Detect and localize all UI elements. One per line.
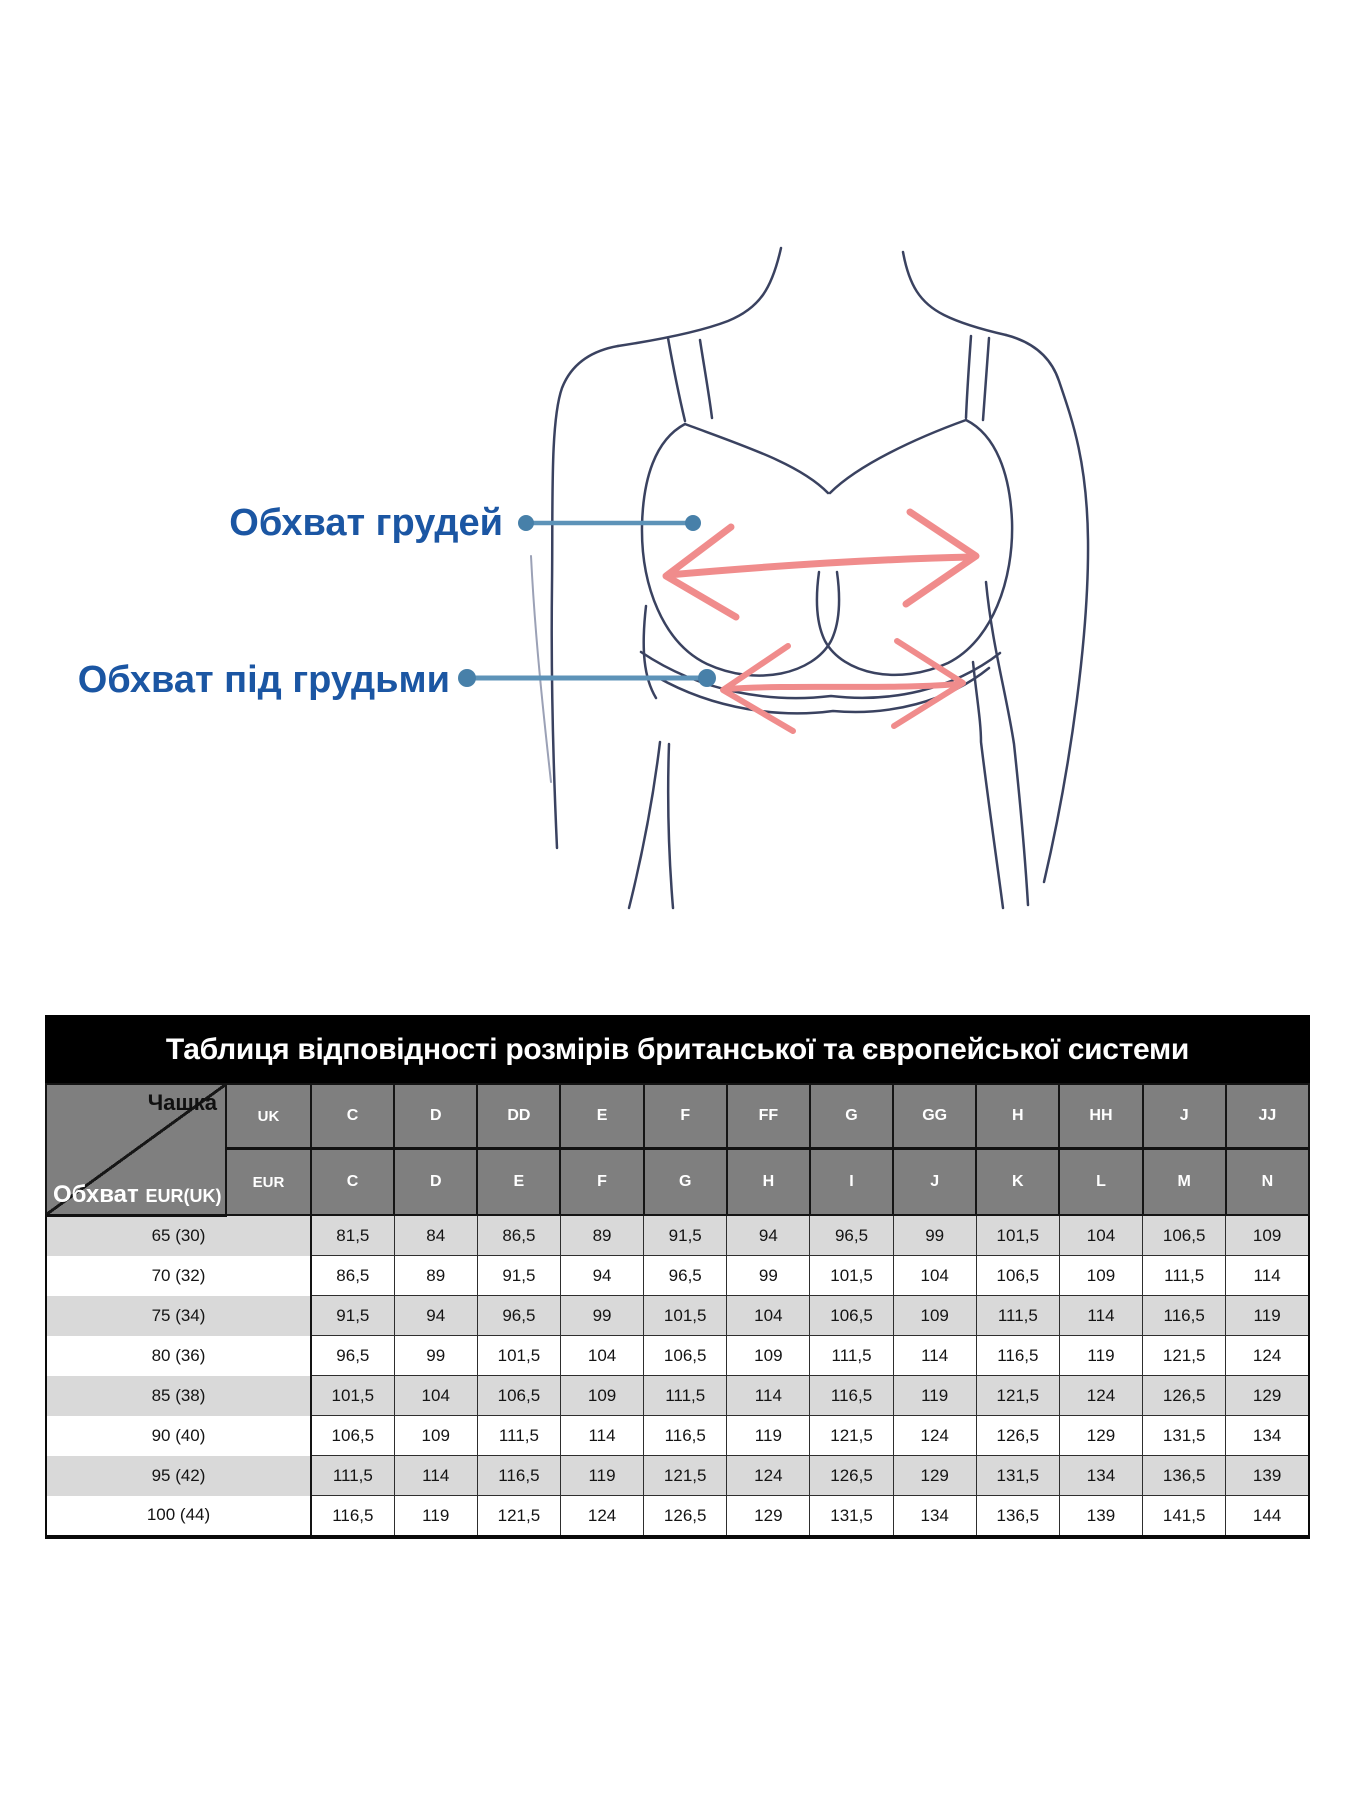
cup-uk-H: H xyxy=(976,1084,1059,1149)
size-cell: 131,5 xyxy=(976,1456,1059,1496)
size-cell: 136,5 xyxy=(976,1496,1059,1538)
size-conversion-table xyxy=(45,1015,1310,1539)
cup-uk-J: J xyxy=(1143,1084,1226,1149)
size-cell: 101,5 xyxy=(311,1376,394,1416)
size-cell: 104 xyxy=(394,1376,477,1416)
cup-uk-D: D xyxy=(394,1084,477,1149)
cup-uk-F: F xyxy=(644,1084,727,1149)
size-cell: 124 xyxy=(893,1416,976,1456)
size-cell: 101,5 xyxy=(810,1256,893,1296)
size-cell: 126,5 xyxy=(976,1416,1059,1456)
uk-system-label: UK xyxy=(226,1084,311,1149)
size-cell: 114 xyxy=(727,1376,810,1416)
table-row xyxy=(46,1416,1309,1456)
size-cell: 106,5 xyxy=(1143,1215,1226,1256)
corner-girth-label: Обхват EUR(UK) xyxy=(53,1180,222,1208)
size-cell: 109 xyxy=(893,1296,976,1336)
size-cell: 126,5 xyxy=(810,1456,893,1496)
cup-eur-E: E xyxy=(477,1149,560,1216)
size-cell: 139 xyxy=(1226,1456,1309,1496)
table-row xyxy=(46,1256,1309,1296)
size-cell: 109 xyxy=(560,1376,643,1416)
cup-eur-D: D xyxy=(394,1149,477,1216)
size-cell: 91,5 xyxy=(644,1215,727,1256)
size-cell: 144 xyxy=(1226,1496,1309,1538)
size-cell: 134 xyxy=(1226,1416,1309,1456)
size-cell: 114 xyxy=(893,1336,976,1376)
size-cell: 124 xyxy=(727,1456,810,1496)
size-cell: 109 xyxy=(727,1336,810,1376)
underbust-measure-arrow xyxy=(723,641,963,731)
cup-uk-C: C xyxy=(311,1084,394,1149)
size-cell: 124 xyxy=(1059,1376,1142,1416)
table-row xyxy=(46,1336,1309,1376)
size-cell: 94 xyxy=(394,1296,477,1336)
table-row xyxy=(46,1215,1309,1256)
size-cell: 119 xyxy=(1226,1296,1309,1336)
table-row xyxy=(46,1376,1309,1416)
cup-eur-F: F xyxy=(560,1149,643,1216)
row-label: 70 (32) xyxy=(46,1256,311,1296)
size-cell: 139 xyxy=(1059,1496,1142,1538)
row-label: 75 (34) xyxy=(46,1296,311,1336)
size-cell: 119 xyxy=(893,1376,976,1416)
size-cell: 121,5 xyxy=(644,1456,727,1496)
cup-eur-M: M xyxy=(1143,1149,1226,1216)
size-cell: 114 xyxy=(394,1456,477,1496)
size-cell: 116,5 xyxy=(1143,1296,1226,1336)
eur-cup-header-row xyxy=(46,1149,1309,1216)
size-cell: 116,5 xyxy=(976,1336,1059,1376)
size-cell: 81,5 xyxy=(311,1215,394,1256)
cup-uk-FF: FF xyxy=(727,1084,810,1149)
size-cell: 104 xyxy=(1059,1215,1142,1256)
size-cell: 129 xyxy=(727,1496,810,1538)
size-cell: 99 xyxy=(893,1215,976,1256)
size-cell: 126,5 xyxy=(644,1496,727,1538)
table-row xyxy=(46,1296,1309,1336)
bust-measure-arrow xyxy=(666,512,976,617)
size-cell: 101,5 xyxy=(976,1215,1059,1256)
size-cell: 109 xyxy=(1059,1256,1142,1296)
cup-eur-L: L xyxy=(1059,1149,1142,1216)
size-cell: 131,5 xyxy=(810,1496,893,1538)
size-cell: 141,5 xyxy=(1143,1496,1226,1538)
size-cell: 119 xyxy=(1059,1336,1142,1376)
size-cell: 126,5 xyxy=(1143,1376,1226,1416)
size-cell: 129 xyxy=(1226,1376,1309,1416)
size-cell: 99 xyxy=(394,1336,477,1376)
size-cell: 116,5 xyxy=(477,1456,560,1496)
bust-callout-line xyxy=(518,515,701,531)
size-cell: 119 xyxy=(560,1456,643,1496)
size-cell: 114 xyxy=(1059,1296,1142,1336)
size-cell: 104 xyxy=(560,1336,643,1376)
size-cell: 121,5 xyxy=(976,1376,1059,1416)
size-cell: 89 xyxy=(394,1256,477,1296)
cup-eur-H: H xyxy=(727,1149,810,1216)
row-label: 90 (40) xyxy=(46,1416,311,1456)
size-cell: 121,5 xyxy=(810,1416,893,1456)
size-cell: 116,5 xyxy=(311,1496,394,1538)
corner-cup-label: Чашка xyxy=(147,1090,217,1115)
size-cell: 121,5 xyxy=(1143,1336,1226,1376)
size-cell: 84 xyxy=(394,1215,477,1256)
size-cell: 111,5 xyxy=(644,1376,727,1416)
table-row xyxy=(46,1456,1309,1496)
eur-system-label: EUR xyxy=(226,1149,311,1216)
size-cell: 104 xyxy=(893,1256,976,1296)
cup-uk-G: G xyxy=(810,1084,893,1149)
size-cell: 116,5 xyxy=(810,1376,893,1416)
corner-cell xyxy=(46,1084,226,1215)
size-cell: 94 xyxy=(560,1256,643,1296)
size-cell: 109 xyxy=(394,1416,477,1456)
row-label: 95 (42) xyxy=(46,1456,311,1496)
size-cell: 119 xyxy=(727,1416,810,1456)
cup-eur-I: I xyxy=(810,1149,893,1216)
size-cell: 106,5 xyxy=(810,1296,893,1336)
size-table-body xyxy=(46,1215,1309,1537)
faint-arm-line xyxy=(531,556,551,782)
size-cell: 96,5 xyxy=(311,1336,394,1376)
cup-eur-J: J xyxy=(893,1149,976,1216)
row-label: 85 (38) xyxy=(46,1376,311,1416)
size-cell: 116,5 xyxy=(644,1416,727,1456)
size-cell: 114 xyxy=(560,1416,643,1456)
size-cell: 99 xyxy=(727,1256,810,1296)
size-cell: 104 xyxy=(727,1296,810,1336)
cup-uk-JJ: JJ xyxy=(1226,1084,1309,1149)
size-cell: 114 xyxy=(1226,1256,1309,1296)
size-cell: 111,5 xyxy=(976,1296,1059,1336)
size-cell: 124 xyxy=(560,1496,643,1538)
size-cell: 134 xyxy=(893,1496,976,1538)
size-cell: 129 xyxy=(893,1456,976,1496)
size-cell: 96,5 xyxy=(810,1215,893,1256)
size-cell: 124 xyxy=(1226,1336,1309,1376)
size-cell: 101,5 xyxy=(477,1336,560,1376)
size-cell: 91,5 xyxy=(477,1256,560,1296)
cup-eur-N: N xyxy=(1226,1149,1309,1216)
size-cell: 111,5 xyxy=(810,1336,893,1376)
cup-eur-K: K xyxy=(976,1149,1059,1216)
size-cell: 136,5 xyxy=(1143,1456,1226,1496)
cup-uk-GG: GG xyxy=(893,1084,976,1149)
bust-circumference-label: Обхват грудей xyxy=(229,502,503,544)
row-label: 100 (44) xyxy=(46,1496,311,1538)
uk-cup-header-row xyxy=(46,1084,1309,1149)
underbust-circumference-label: Обхват під грудьми xyxy=(77,659,450,701)
size-cell: 99 xyxy=(560,1296,643,1336)
size-cell: 96,5 xyxy=(644,1256,727,1296)
size-cell: 89 xyxy=(560,1215,643,1256)
size-cell: 106,5 xyxy=(311,1416,394,1456)
cup-uk-E: E xyxy=(560,1084,643,1149)
table-title: Таблиця відповідності розмірів британської та європейської системи xyxy=(45,1015,1310,1083)
row-label: 80 (36) xyxy=(46,1336,311,1376)
cup-uk-HH: HH xyxy=(1059,1084,1142,1149)
size-cell: 109 xyxy=(1226,1215,1309,1256)
size-cell: 94 xyxy=(727,1215,810,1256)
cup-eur-C: C xyxy=(311,1149,394,1216)
table-row xyxy=(46,1496,1309,1538)
size-cell: 91,5 xyxy=(311,1296,394,1336)
size-cell: 111,5 xyxy=(311,1456,394,1496)
size-cell: 121,5 xyxy=(477,1496,560,1538)
cup-eur-G: G xyxy=(644,1149,727,1216)
size-cell: 96,5 xyxy=(477,1296,560,1336)
size-cell: 86,5 xyxy=(477,1215,560,1256)
size-cell: 106,5 xyxy=(976,1256,1059,1296)
size-cell: 131,5 xyxy=(1143,1416,1226,1456)
size-cell: 111,5 xyxy=(477,1416,560,1456)
row-label: 65 (30) xyxy=(46,1215,311,1256)
size-cell: 106,5 xyxy=(644,1336,727,1376)
size-cell: 106,5 xyxy=(477,1376,560,1416)
size-cell: 86,5 xyxy=(311,1256,394,1296)
cup-uk-DD: DD xyxy=(477,1084,560,1149)
size-cell: 111,5 xyxy=(1143,1256,1226,1296)
size-table xyxy=(45,1083,1310,1539)
size-cell: 134 xyxy=(1059,1456,1142,1496)
size-cell: 129 xyxy=(1059,1416,1142,1456)
size-cell: 119 xyxy=(394,1496,477,1538)
size-cell: 101,5 xyxy=(644,1296,727,1336)
